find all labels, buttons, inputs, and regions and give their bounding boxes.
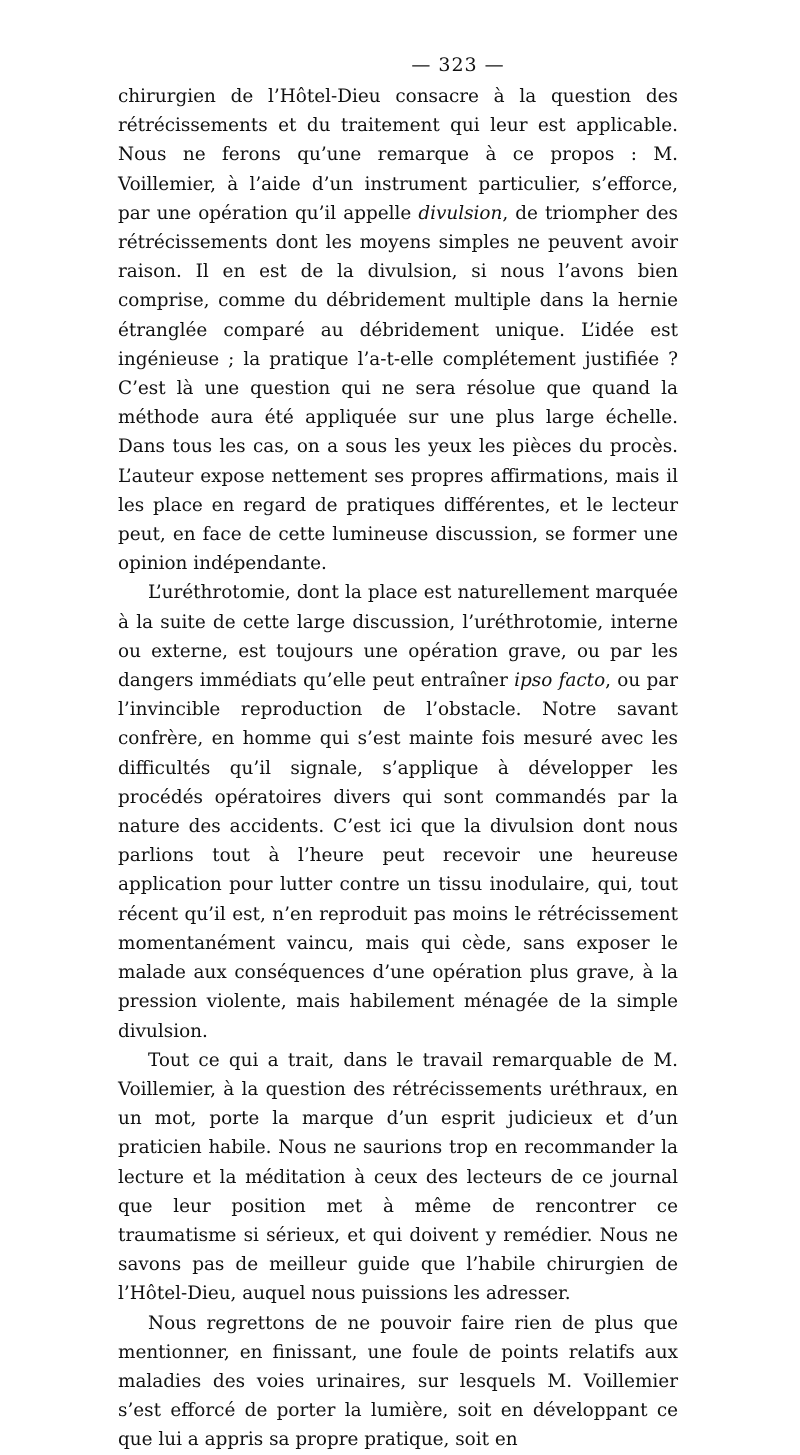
italic-term: ipso facto	[514, 670, 606, 692]
text-segment: , de triompher des rétrécissements dont les moyens simples ne peuvent avoir raison. Il en est de la divulsion, si nous l’avons bien comprise, comme du débridement multiple dans la hernie étranglée comparé au débridement unique. L’idée est ingénieuse ; la pratique l’a-t-elle complétement justifiée ? C’est là une question qui ne sera résolue que quand la méthode aura été appliquée sur une plus large échelle. Dans tous les cas, on a sous les yeux les pièces du procès. L’auteur expose nettement ses propres affirmations, mais il les place en regard de pratiques différentes, et le lecteur peut, en face de cette lumineuse discussion, se former une opinion indépendante.	[118, 202, 678, 575]
text-segment: chirurgien de l’Hôtel-Dieu consacre à la question des rétrécissements et du traitement qui leur est applicable. Nous ne ferons qu’une remarque à ce propos : M. Voillemier, à l’aide d’un instrument particulier, s’efforce, par une opération qu’il appelle	[118, 86, 678, 224]
text-segment: Tout ce qui a trait, dans le travail remarquable de M. Voillemier, à la question des rétrécissements uréthraux, en un mot, porte la marque d’un esprit judicieux et d’un praticien habile. Nous ne saurions trop en recommander la lecture et la méditation à ceux des lecteurs de ce journal que leur position met à même de rencontrer ce traumatisme si sérieux, et qui doivent y remédier. Nous ne savons pas de meilleur guide que l’habile chirurgien de l’Hôtel-Dieu, auquel nous puissions les adresser.	[118, 1049, 678, 1305]
text-segment: Nous regrettons de ne pouvoir faire rien de plus que mentionner, en finissant, une foule de points relatifs aux maladies des voies urinaires, sur lesquels M. Voillemier s’est efforcé de porter la lumière, soit en développant ce que lui a appris sa propre pratique, soit en	[118, 1312, 678, 1451]
paragraph-1	[118, 82, 678, 578]
text-segment: , ou par l’invincible reproduction de l’obstacle. Notre savant confrère, en homme qui s’est mainte fois mesuré avec les difficultés qu’il signale, s’applique à développer les procédés opératoires divers qui sont commandés par la nature des accidents. C’est ici que la divulsion dont nous parlions tout à l’heure peut recevoir une heureuse application pour lutter contre un tissu inodulaire, qui, tout récent qu’il est, n’en reproduit pas moins le rétrécissement momentanément vaincu, mais qui cède, sans exposer le malade aux conséquences d’une opération plus grave, à la pression violente, mais habilement ménagée de la simple divulsion.	[118, 670, 679, 1042]
page-number: — 323 —	[411, 54, 505, 76]
paragraph-3	[118, 1046, 678, 1309]
paragraph-2	[118, 578, 678, 1045]
book-page	[118, 54, 678, 1455]
paragraph-4	[118, 1309, 678, 1455]
italic-term: divulsion	[418, 202, 503, 224]
text-segment: L’uréthrotomie, dont la place est naturellement marquée à la suite de cette large discussion, l’uréthrotomie, interne ou externe, est toujours une opération grave, ou par les dangers immédiats qu’elle peut entraîner	[118, 582, 678, 692]
